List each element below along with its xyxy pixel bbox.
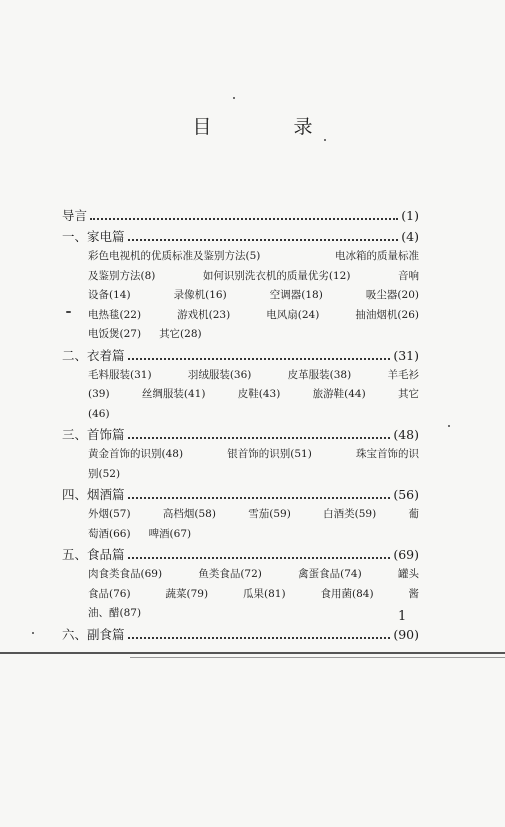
toc-subentry-item: 高档烟(58) [162,508,216,520]
toc-subentry-line [62,267,419,287]
toc-entry [62,544,419,565]
toc-subentry-item: 抽油烟机(26) [355,308,419,321]
toc-subentry-item: (39) [88,388,110,400]
toc-entry-page: (4) [401,229,419,244]
toc-subentry-item: 其它(28) [159,328,202,340]
toc-subentry-item: (46) [88,407,110,420]
toc-entry-label: 二、衣着篇 [62,347,125,363]
dot-leader [128,358,391,360]
toc-subentry-item: 吸尘器(20) [365,289,419,301]
toc-entry-page: (31) [393,347,419,363]
toc-subentry-item: 白酒类(59) [323,508,377,520]
toc-subentry-item: 及鉴别方法(8) [88,269,156,282]
toc-subentry-item: 旅游鞋(44) [312,388,366,400]
toc-subentry-item: 萄酒(66) [88,527,131,540]
dot-leader [128,497,391,499]
toc-subentry-item: 羊毛衫 [387,368,419,381]
toc-subentry-item: 其它 [398,388,419,400]
dot-leader [90,218,398,220]
toc-entry [62,424,419,445]
page-number: 1 [398,609,407,624]
toc-subentry-item: 银首饰的识别(51) [227,448,312,460]
toc-subentry-item: 蔬菜(79) [165,587,209,600]
toc-entry-label: 三、首饰篇 [62,427,125,442]
toc-entry-page: (90) [393,626,419,642]
print-speck [233,97,235,99]
toc-subentry-line [62,247,419,267]
bottom-rule [0,652,505,654]
toc-entry-label: 五、食品篇 [62,547,125,562]
toc-subentry-item: 瓜果(81) [243,587,286,600]
toc-entry-label: 导言 [62,208,88,223]
toc-entry [62,205,419,226]
print-speck [32,632,34,634]
toc-subentry-line [62,445,419,465]
toc-entry-page: (69) [393,547,419,562]
print-speck [448,425,450,427]
toc-subentry-item: 食品(76) [88,587,131,600]
dot-leader [128,557,391,559]
toc-subentry-item: 电饭煲(27) [88,328,142,340]
toc-subentry-line [62,385,419,405]
toc-entry [62,226,419,247]
toc-subentry-line [62,465,419,485]
print-speck [66,311,71,313]
page-title: 目 录 [192,116,351,138]
toc-entry-label: 四、烟酒篇 [62,487,125,502]
dot-leader [128,637,391,639]
toc-subentry-line [62,604,419,624]
toc-subentry-item: 雪茄(59) [248,508,291,520]
toc-subentry-item: 食用菌(84) [320,587,374,600]
toc-subentry-line [62,565,419,585]
toc-entry [62,484,419,505]
toc-subentry-item: 录像机(16) [173,289,227,301]
toc-subentry-line [62,366,419,386]
toc-subentry-item: 羽绒服装(36) [187,368,252,381]
toc-subentry-item: 啤酒(67) [148,527,192,540]
toc-subentry-item: 毛料服装(31) [88,368,152,381]
toc-subentry-item: 酱 [408,587,419,600]
toc-subentry-line [62,286,419,306]
toc-entry-page: (56) [393,487,419,502]
toc-entry-label: 六、副食篇 [62,626,125,642]
toc-subentry-item: 电冰箱的质量标准 [335,250,419,262]
toc-subentry-line [62,505,419,525]
toc-subentry-item: 鱼类食品(72) [198,568,262,580]
toc-subentry-item: 电热毯(22) [88,308,142,321]
toc-subentry-item: 电风扇(24) [266,308,320,321]
toc-subentry-line [62,405,419,425]
toc-subentry-item: 罐头 [397,568,419,580]
dot-leader [128,239,399,241]
toc-subentry-item: 丝绸服装(41) [141,388,206,400]
toc-subentry-item: 禽蛋食品(74) [298,568,362,580]
toc-entry-label: 一、家电篇 [62,229,125,244]
toc-subentry-item: 肉食类食品(69) [88,568,163,580]
toc-entry [62,624,419,645]
toc-subentry-item: 音响 [398,269,419,282]
toc-subentry-item: 黄金首饰的识别(48) [88,448,184,460]
toc-subentry-line [62,306,419,326]
toc-subentry-item: 设备(14) [88,289,131,301]
toc-entry [62,345,419,366]
toc-entry-page: (1) [401,208,419,223]
dot-leader [128,437,391,439]
toc-subentry-item: 葡 [408,508,419,520]
toc-subentry-item: 别(52) [88,467,121,480]
bottom-rule-secondary [130,657,505,658]
table-of-contents [62,205,419,645]
toc-subentry-item: 彩色电视机的优质标准及鉴别方法(5) [88,250,261,262]
toc-subentry-item: 游戏机(23) [177,308,231,321]
toc-subentry-item: 皮鞋(43) [237,388,281,400]
toc-subentry-item: 珠宝首饰的识 [356,448,419,460]
toc-entry-page: (48) [393,427,419,442]
print-speck [324,139,326,141]
toc-subentry-item: 外烟(57) [88,508,131,520]
toc-subentry-line [62,325,419,345]
toc-subentry-item: 油、醋(87) [88,607,142,619]
toc-subentry-item: 空调器(18) [269,289,323,301]
toc-subentry-line [62,525,419,545]
toc-subentry-line [62,585,419,605]
toc-subentry-item: 皮革服装(38) [287,368,352,381]
toc-subentry-item: 如何识别洗衣机的质量优劣(12) [202,269,351,282]
